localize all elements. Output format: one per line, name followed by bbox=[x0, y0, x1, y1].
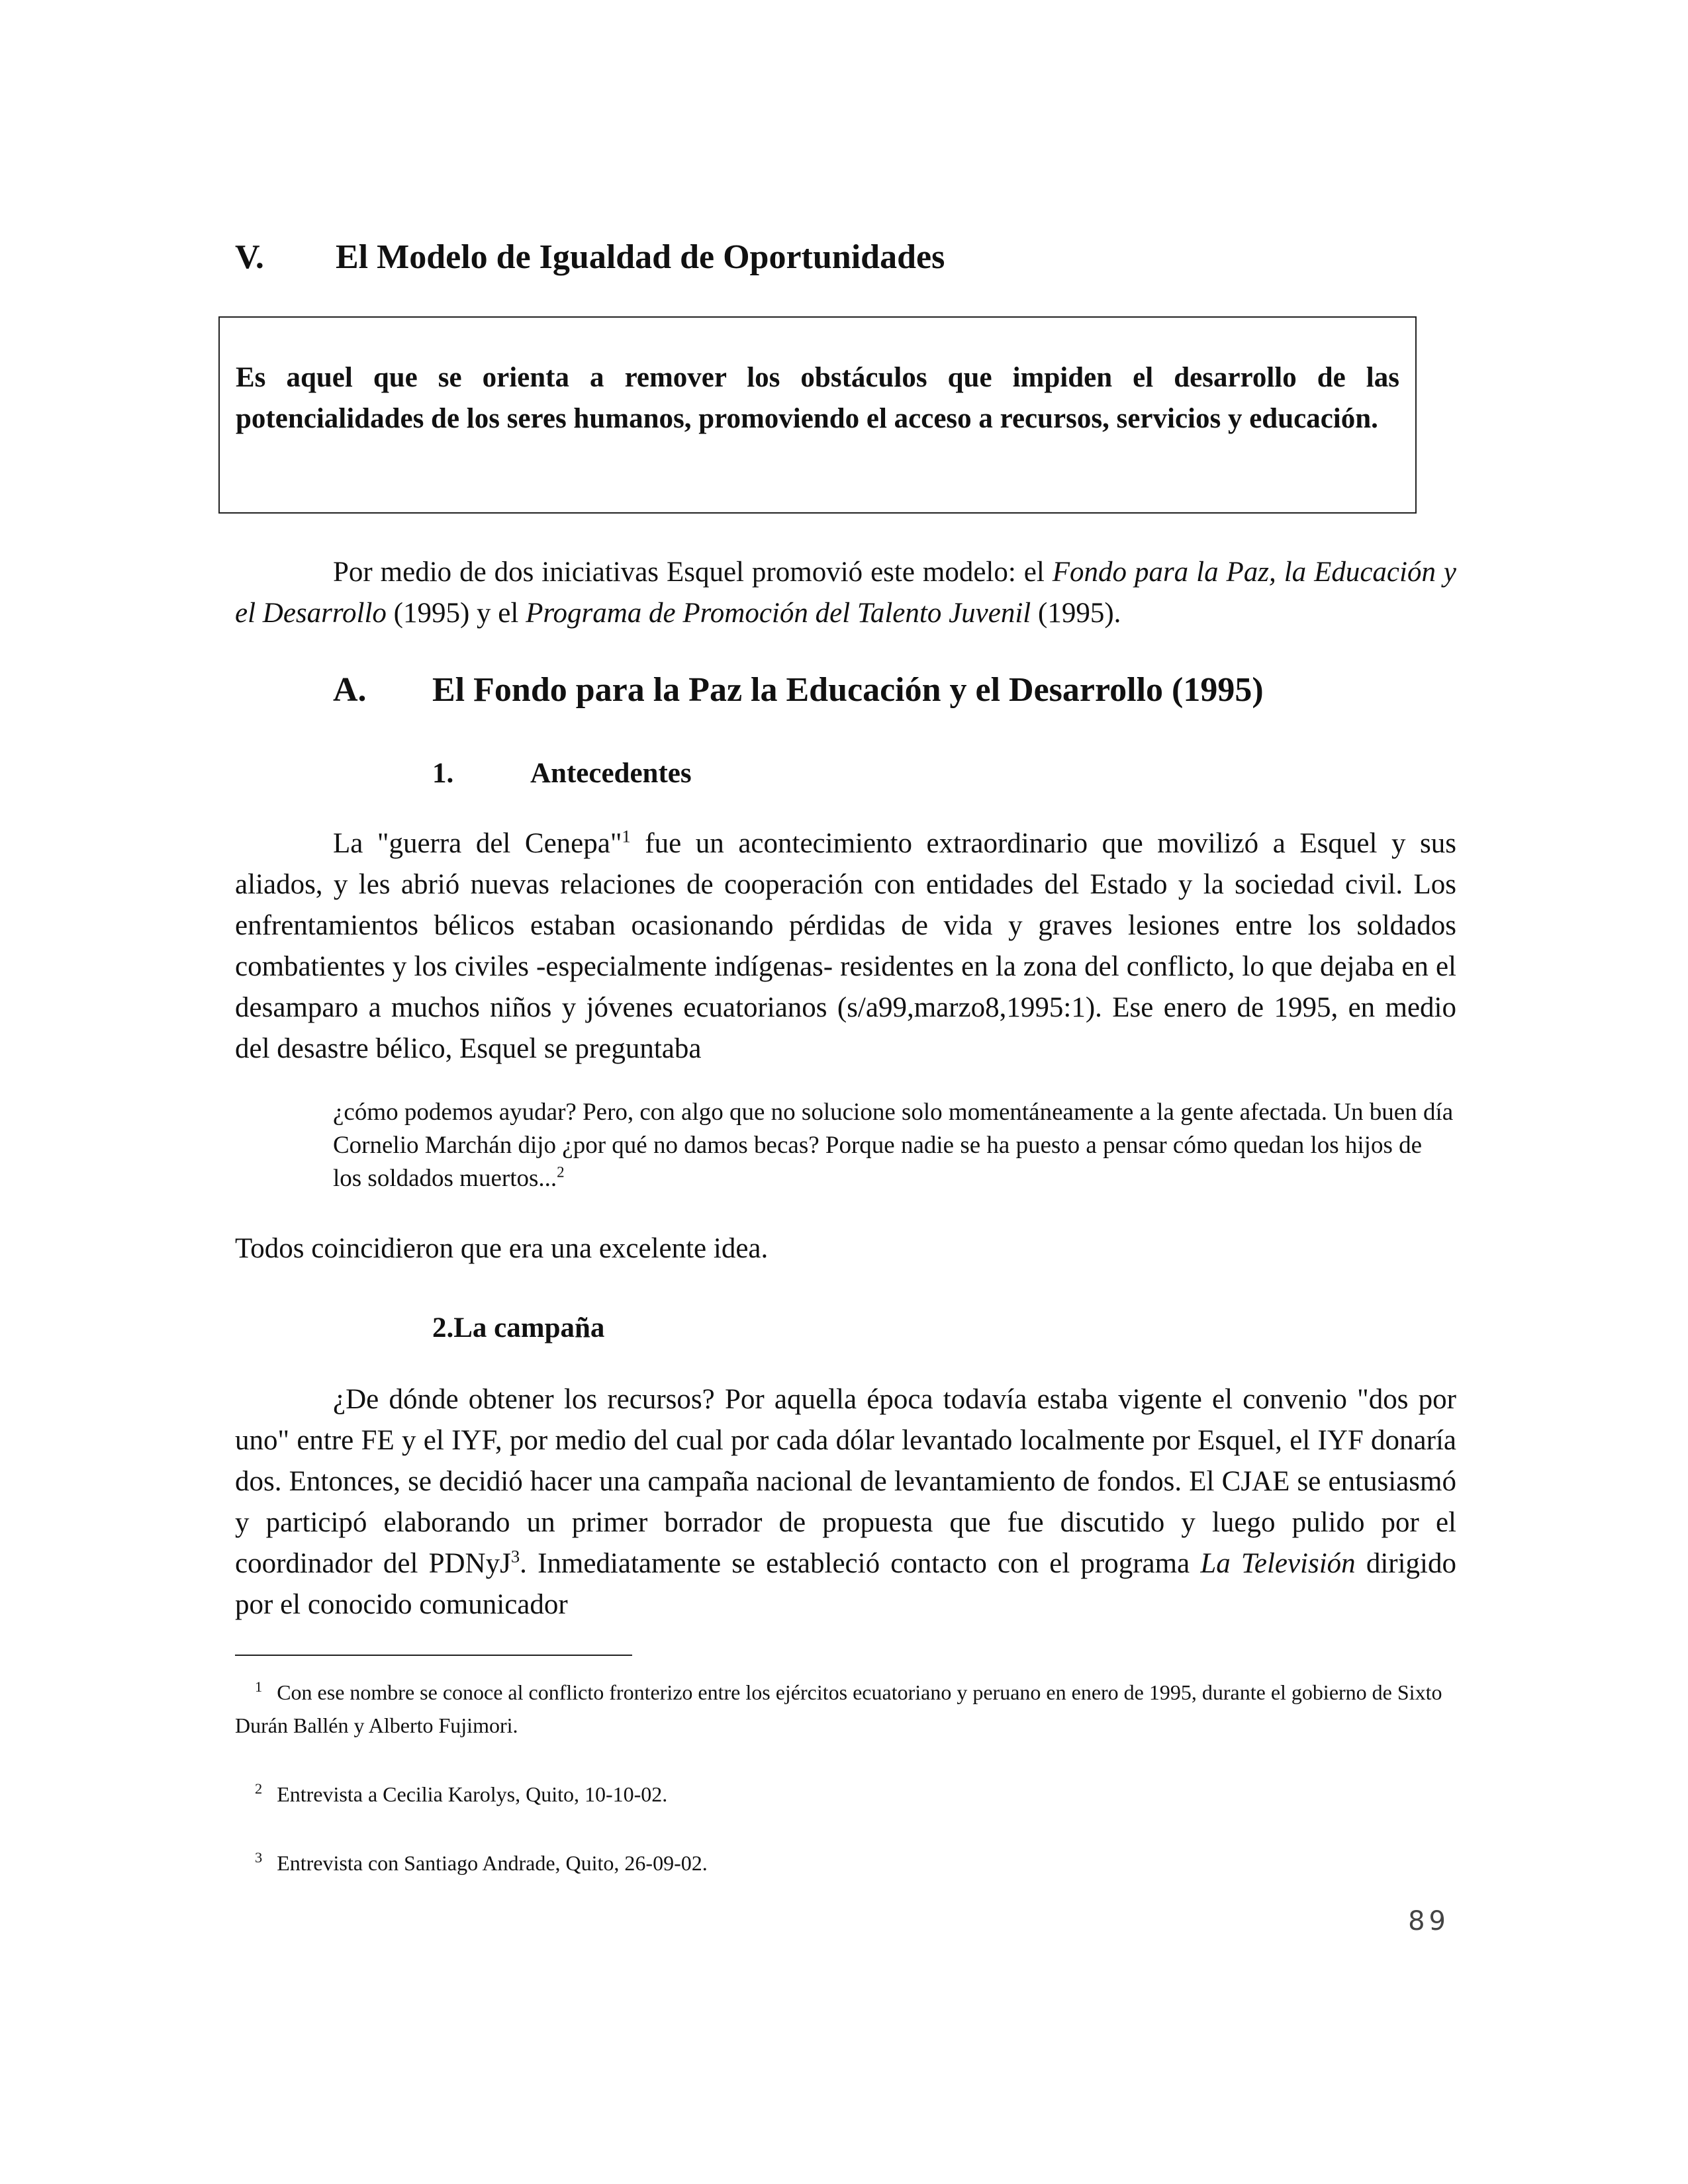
footnote-ref-2: 2 bbox=[557, 1163, 565, 1181]
footnote-text: Con ese nombre se conoce al conflicto fronterizo entre los ejércitos ecuatoriano y peruano en enero de 1995, durante el gobierno de Sixto Durán Ballén y Alberto Fujimori. bbox=[235, 1680, 1442, 1737]
footnote-text: Entrevista a Cecilia Karolys, Quito, 10-10-02. bbox=[277, 1782, 668, 1806]
definition-text: Es aquel que se orienta a remover los obstáculos que impiden el desarrollo de las potencialidades de los seres humanos, promoviendo el acceso a recursos, servicios y educación. bbox=[236, 362, 1399, 434]
body-paragraph-campana: ¿De dónde obtener los recursos? Por aquella época todavía estaba vigente el convenio "dos por uno" entre FE y el IYF, por medio del cual por cada dólar levantado localmente por Esquel, el IYF donaría dos. Entonces, se decidió hacer una campaña nacional de levantamiento de fondos. El CJAE se entusiasmó y participó elaborando un primer borrador de propuesta que fue discutido y luego pulido por el coordinador del PDNyJ$^3$. Inmediatamente se estableció contacto con el programa La Televisión dirigido por el conocido comunicador bbox=[235, 1384, 1456, 1620]
footnote-text: Entrevista con Santiago Andrade, Quito, 26-09-02. bbox=[277, 1851, 708, 1875]
section-title: El Modelo de Igualdad de Oportunidades bbox=[336, 238, 945, 276]
after-quote-text: Todos coincidieron que era una excelente idea. bbox=[235, 1233, 769, 1264]
definition-box bbox=[218, 316, 1417, 514]
fund-name: Fondo para la Paz, la Educación y el Desarrollo bbox=[235, 557, 1456, 629]
subsection-title: Antecedentes bbox=[530, 758, 692, 789]
footnote-ref-1: 1 bbox=[622, 826, 631, 846]
footnote-number: 2 bbox=[255, 1780, 263, 1797]
section-a-title: El Fondo para la Paz la Educación y el Desarrollo (1995) bbox=[432, 671, 1264, 709]
section-heading-v bbox=[235, 237, 945, 278]
footnote-ref-3: 3 bbox=[510, 1546, 520, 1567]
program-name: Programa de Promoción del Talento Juvenil bbox=[526, 598, 1031, 629]
footnote-3 bbox=[235, 1846, 1456, 1880]
footnote-number: 1 bbox=[255, 1678, 263, 1696]
section-heading-a bbox=[333, 670, 1264, 711]
subsection-heading-2: 2.La campaña bbox=[432, 1312, 605, 1343]
footnote-1 bbox=[235, 1676, 1456, 1742]
subsection-number: 1. bbox=[432, 758, 454, 789]
footnote-number: 3 bbox=[255, 1849, 263, 1866]
tv-program-name: La Televisión bbox=[1200, 1548, 1356, 1579]
footnote-divider bbox=[235, 1655, 632, 1656]
section-number: V. bbox=[235, 238, 264, 276]
body-paragraph-cenepa: La "guerra del Cenepa"$^1$ fue un acontecimiento extraordinario que movilizó a Esquel y sus aliados, y les abrió nuevas relaciones de cooperación con entidades del Estado y la sociedad civil. Los enfrentamientos bélicos estaban ocasionando pérdidas de vida y graves lesiones entre los soldados combatientes y los civiles -especialmente indígenas- residentes en la zona del conflicto, lo que dejaba en el desamparo a muchos niños y jóvenes ecuatorianos (s/a99,marzo8,1995:1). Ese enero de 1995, en medio del desastre bélico, Esquel se preguntaba bbox=[235, 826, 1456, 1064]
footnote-2 bbox=[235, 1778, 1456, 1811]
block-quote: ¿cómo podemos ayudar? Pero, con algo que no solucione solo momentáneamente a la gente afectada. Un buen día Cornelio Marchán dijo ¿por qué no damos becas? Porque nadie se ha puesto a pensar cómo quedan los hijos de los soldados muertos...$^2$ bbox=[333, 1099, 1454, 1192]
intro-paragraph: Por medio de dos iniciativas Esquel promovió este modelo: el Fondo para la Paz, la Educación y el Desarrollo (1995) y el Programa de Promoción del Talento Juvenil (1995). bbox=[235, 557, 1456, 629]
subsection-heading-1 bbox=[432, 753, 692, 794]
section-letter: A. bbox=[333, 671, 367, 709]
page-number: 89 bbox=[1408, 1906, 1450, 1936]
